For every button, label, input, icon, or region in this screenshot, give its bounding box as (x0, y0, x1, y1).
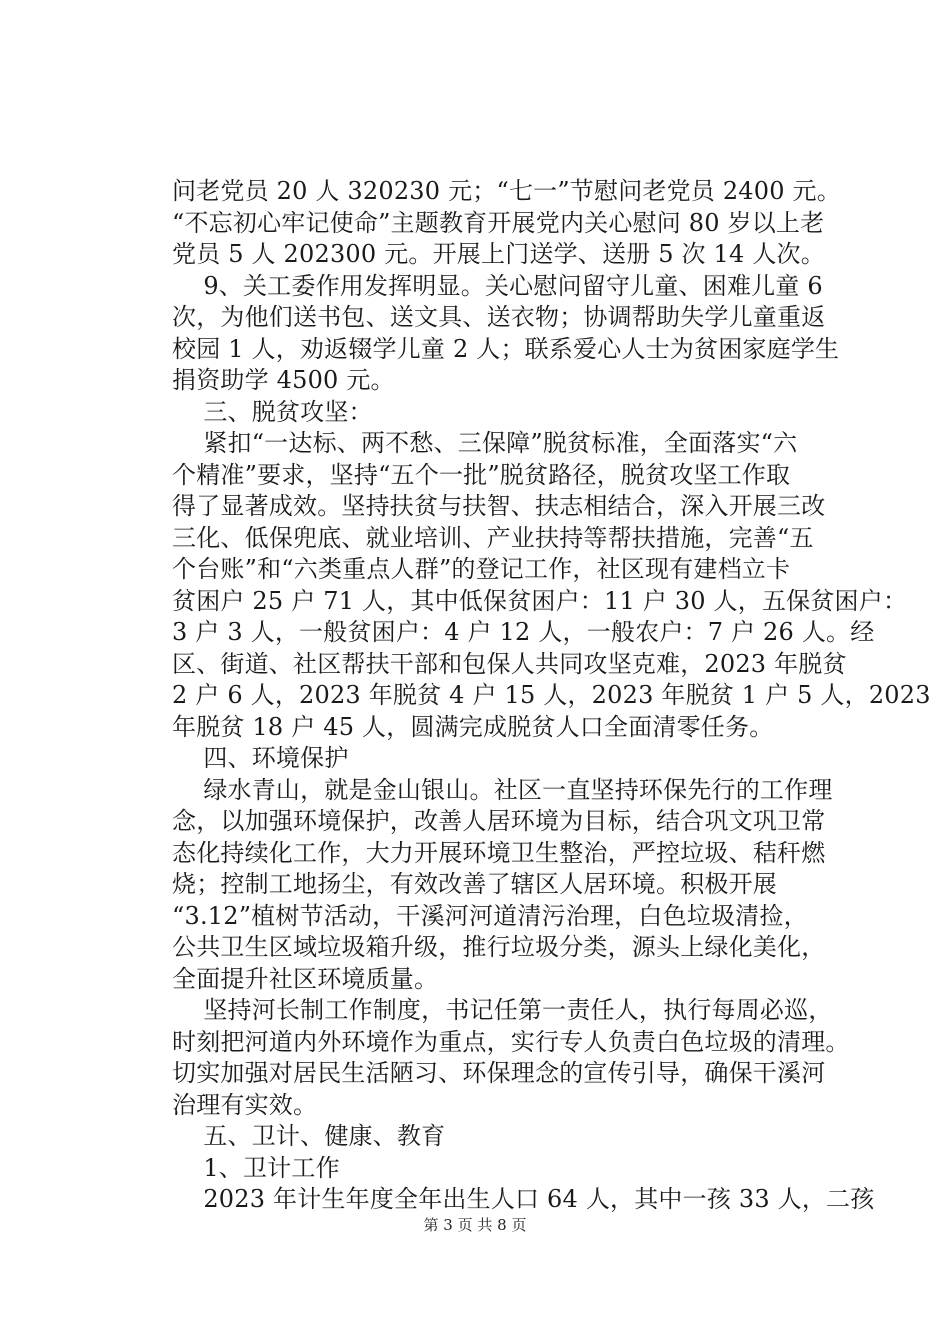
text-line: 切实加强对居民生活陋习、环保理念的宣传引导，确保干溪河 (172, 1059, 826, 1087)
page-footer: 第 3 页 共 8 页 (423, 1216, 527, 1234)
text-line: 次，为他们送书包、送文具、送衣物；协调帮助失学儿童重返 (172, 303, 826, 331)
text-line: 时刻把河道内外环境作为重点，实行专人负责白色垃圾的清理。 (172, 1027, 850, 1056)
text-line: 五、卫计、健康、教育 (172, 1122, 446, 1150)
text-line: 2023 年计生年度全年出生人口 64 人，其中一孩 33 人，二孩 (172, 1185, 875, 1213)
text-line: 9、关工委作用发挥明显。关心慰问留守儿童、困难儿童 6 (172, 271, 823, 300)
text-line: 得了显著成效。坚持扶贫与扶智、扶志相结合，深入开展三改 (172, 492, 826, 520)
text-line: 念，以加强环境保护，改善人居环境为目标，结合巩文巩卫常 (172, 807, 826, 835)
text-line: 绿水青山，就是金山银山。社区一直坚持环保先行的工作理 (172, 775, 833, 804)
document-body (172, 176, 931, 1216)
text-line: 坚持河长制工作制度，书记任第一责任人，执行每周必巡， (172, 996, 833, 1024)
text-line: 治理有实效。 (172, 1090, 318, 1119)
text-line: 校园 1 人，劝返辍学儿童 2 人；联系爱心人士为贫困家庭学生 (172, 334, 840, 363)
text-line: 党员 5 人 202300 元。开展上门送学、送册 5 次 14 人次。 (172, 240, 825, 268)
text-line: 3 户 3 人，一般贫困户：4 户 12 人，一般农户：7 户 26 人。经 (172, 618, 875, 646)
text-line: 贫困户 25 户 71 人，其中低保贫困户：11 户 30 人，五保贫困户： (172, 586, 908, 615)
text-line: 三化、低保兜底、就业培训、产业扶持等帮扶措施，完善“五 (172, 523, 814, 552)
text-line: 问老党员 20 人 320230 元；“七一”节慰问老党员 2400 元。 (172, 177, 841, 205)
text-line: 公共卫生区域垃圾箱升级，推行垃圾分类，源头上绿化美化， (172, 933, 826, 961)
text-line: 个精准”要求，坚持“五个一批”脱贫路径，脱贫攻坚工作取 (172, 460, 791, 489)
text-line: 烧；控制工地扬尘，有效改善了辖区人居环境。积极开展 (172, 870, 777, 898)
text-line: “不忘初心牢记使命”主题教育开展党内关心慰问 80 岁以上老 (172, 208, 825, 237)
text-line: 捐资助学 4500 元。 (172, 366, 395, 394)
text-line: 三、脱贫攻坚： (172, 397, 373, 426)
text-line: 四、环境保护 (172, 744, 349, 772)
text-line: 个台账”和“六类重点人群”的登记工作，社区现有建档立卡 (172, 555, 791, 583)
text-line: 1、卫计工作 (172, 1153, 340, 1182)
text-line: 区、街道、社区帮扶干部和包保人共同攻坚克难，2023 年脱贫 (172, 649, 847, 678)
text-line: 全面提升社区环境质量。 (172, 964, 439, 993)
text-line: 紧扣“一达标、两不愁、三保障”脱贫标准，全面落实“六 (172, 429, 798, 457)
text-line: 2 户 6 人，2023 年脱贫 4 户 15 人，2023 年脱贫 1 户 5 人，2023 (172, 681, 931, 709)
text-line: 年脱贫 18 户 45 人，圆满完成脱贫人口全面清零任务。 (172, 712, 774, 741)
text-line: “3.12”植树节活动，干溪河河道清污治理，白色垃圾清捡， (172, 901, 808, 930)
text-line: 态化持续化工作，大力开展环境卫生整治，严控垃圾、秸秆燃 (172, 838, 826, 867)
